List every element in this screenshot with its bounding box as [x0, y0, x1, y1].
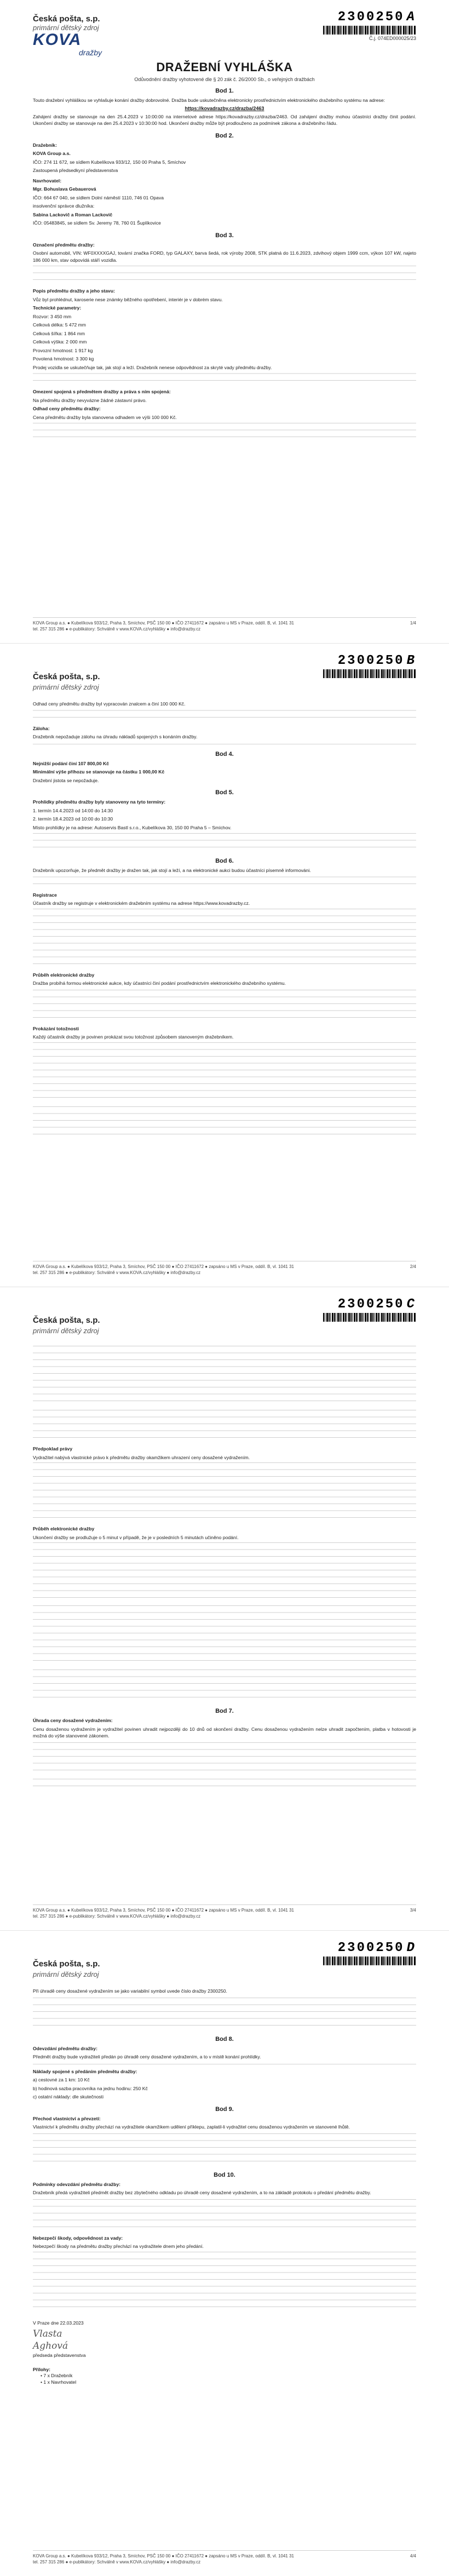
paragraph: Ukončení dražby se prodlužuje o 5 minut v případě, že je v posledních 5 minutách učiněno podání. — [33, 1534, 239, 1540]
section-heading: Bod 3. — [215, 232, 234, 239]
paragraph: Dražebník nepožaduje zálohu na úhradu nákladů spojených s konáním dražby. — [33, 734, 198, 739]
paragraph: Při úhradě ceny dosažené vydražením se jako variabilní symbol uvede číslo dražby 2300250. — [33, 1988, 227, 1994]
text-block — [33, 989, 416, 1023]
spec-item: Rozvor: 3 450 mm — [33, 313, 72, 319]
label: Označení předmětu dražby: — [33, 242, 95, 248]
barcode-number: 2300250 C — [337, 1297, 416, 1312]
text-block — [33, 833, 416, 852]
page-1 — [0, 0, 449, 644]
inspection-date: 2. termín 18.4.2023 od 10:00 do 10:30 — [33, 816, 113, 822]
signature: Aghová — [33, 2340, 68, 2351]
page-footer — [33, 2550, 416, 2565]
inspection-date: 1. termín 14.4.2023 od 14:00 do 14:30 — [33, 807, 113, 813]
text-block — [33, 1605, 416, 1666]
proposer-name: Mgr. Bohuslava Gebauerová — [33, 186, 96, 192]
page-header — [33, 644, 416, 701]
label: Omezení spojená s předmětem dražby a práva s ním spojená: — [33, 389, 171, 394]
text-block — [33, 709, 416, 722]
label: Odhad ceny předmětu dražby: — [33, 406, 101, 411]
auction-link[interactable]: https://kovadrazby.cz/drazba/2463 — [185, 105, 264, 111]
spec-item: Provozní hmotnost: 1 917 kg — [33, 347, 93, 353]
text-block — [33, 2132, 416, 2166]
auctioneer-address: IČO: 274 11 672, se sídlem Kubelíkova 933/12, 150 00 Praha 5, Smíchov — [33, 159, 186, 165]
barcode-bars — [323, 26, 416, 35]
paragraph: Prodej vozidla se uskutečňuje tak, jak stojí a leží. Dražebník nenese odpovědnost za skryté vady předmětu dražby. — [33, 364, 272, 370]
paragraph: Místo prohlídky je na adrese: Autoservis Bastl s.r.o., Kubelíkova 30, 150 00 Praha 5 – Smíchov. — [33, 824, 232, 830]
page-number: 1/4 — [410, 621, 416, 626]
barcode — [323, 1941, 416, 1965]
paragraph: Vydražitel nabývá vlastnické právo k předmětu dražby okamžikem uhrazení ceny dosažené vydražením. — [33, 1454, 250, 1460]
text-block — [33, 876, 416, 889]
spec-item: Celková výška: 2 000 mm — [33, 339, 87, 345]
spec-item: Celková délka: 5 472 mm — [33, 322, 86, 328]
label: Náklady spojené s předáním předmětu dražby: — [33, 2068, 137, 2074]
barcode-bars — [323, 1313, 416, 1322]
label: Předpoklad právy — [33, 1446, 73, 1451]
paragraph: Dražebník upozorňuje, že předmět dražby je dražen tak, jak stojí a leží, a na elektronické aukci budou účastníci písemně informováni. — [33, 868, 311, 873]
section-heading: Bod 4. — [215, 750, 234, 758]
barcode-bars — [323, 1957, 416, 1965]
text-block — [33, 1346, 416, 1406]
company-logo — [33, 1301, 153, 1340]
company-logo — [33, 1945, 153, 1983]
deposit-note: Dražební jistota se nepožaduje. — [33, 777, 99, 783]
barcode — [323, 1297, 416, 1322]
text-block — [33, 265, 416, 285]
barcode-number: 2300250 D — [337, 1941, 416, 1955]
paragraph: Cenu dosaženou vydražením je vydražitel povinen uhradit nejpozději do 10 dnů od skončení dražby. Cenu dosaženou vydražením nelze uhradit započtením, platba v hotovosti je možná do výše stanovené zákonem. — [33, 1726, 416, 1739]
document-subtitle: Odůvodnění dražby vyhotovené dle § 20 zák č. 26/2000 Sb., o veřejných dražbách — [134, 77, 315, 82]
section-heading: Bod 6. — [215, 858, 234, 864]
company-name: Česká pošta, s.p. — [33, 14, 100, 24]
label: Průběh elektronické dražby — [33, 1526, 95, 1531]
label: Nebezpečí škody, odpovědnost za vady: — [33, 2235, 123, 2241]
text-block — [33, 2062, 416, 2066]
company-name: Česká pošta, s.p. — [33, 1316, 100, 1325]
signature: Vlasta — [33, 2328, 62, 2339]
barcode — [323, 10, 416, 41]
text-block — [33, 1542, 416, 1603]
label: Dražebník: — [33, 142, 57, 148]
section-heading: Bod 7. — [215, 1708, 234, 1714]
page-footer — [33, 1261, 416, 1276]
attachment-item: • 7 x Dražebník — [41, 2372, 73, 2378]
label: Úhrada ceny dosažené vydražením: — [33, 1718, 113, 1723]
debtor-name: Sabina Lackovič a Roman Lackovič — [33, 211, 113, 217]
label: Technické parametry: — [33, 305, 82, 311]
proposer-role: insolvenční správce dlužníka: — [33, 203, 95, 209]
paragraph: Dražebník předá vydražiteli předmět dražby bez zbytečného odkladu po úhradě ceny dosažené vydražením, a to na základě protokolu o předání předmětu dražby. — [33, 2190, 371, 2195]
label: Průběh elektronické dražby — [33, 972, 95, 978]
page-footer — [33, 1904, 416, 1919]
page-footer — [33, 617, 416, 632]
barcode-number: 2300250 B — [337, 653, 416, 668]
text-block — [33, 909, 416, 969]
barcode-bars — [323, 669, 416, 678]
lowest-bid: Nejnižší podání činí 107 800,00 Kč — [33, 760, 109, 766]
footer-line: tel. 257 315 286 ● e-publikátory: Schválně v www.KOVA.cz/vyhlášky ● info@drazby.cz — [33, 1914, 201, 1919]
page-4 — [0, 1931, 449, 2576]
debtor-address: IČO: 05483845, se sídlem Sv. Jeremy 78, 760 01 Šuplíkovice — [33, 220, 161, 226]
auctioneer-representative: Zastoupená předsedkyní představenstva — [33, 168, 118, 173]
page-header — [33, 1287, 416, 1344]
brand-subtitle: dražby — [79, 48, 102, 57]
company-subtitle: primární dětský zdroj — [33, 683, 99, 691]
paragraph: Osobní automobil, VIN: WF0XXXXGAJ, tovární značka FORD, typ GALAXY, barva šedá, rok výroby 2008, STK platná do 11.6.2023, zdvihový objem 1999 ccm, výkon 107 kW, najeto 186 000 km, stav odpovídá stáří vozidla. — [33, 250, 416, 263]
signatory-role: předseda představenstva — [33, 2353, 86, 2358]
page-3 — [0, 1287, 449, 1931]
reference-number: Č.j. 074ED000025/23 — [369, 36, 416, 41]
company-logo — [33, 658, 153, 696]
paragraph: Předmět dražby bude vydražiteli předán po úhradě ceny dosažené vydražením, a to v místě konání prohlídky. — [33, 2054, 261, 2059]
company-subtitle: primární dětský zdroj — [33, 1327, 99, 1335]
section-heading: Bod 10. — [214, 2171, 235, 2178]
section-heading: Bod 1. — [215, 88, 234, 94]
paragraph: Odhad ceny předmětu dražby byl vypracován znalcem a činí 100 000 Kč. — [33, 701, 186, 707]
footer-line: KOVA Group a.s. ● Kubelíkova 933/12, Praha 3, Smíchov, PSČ 150 00 ● IČO 27411672 ● zapsáno u MS v Praze, oddíl. B, vl. 1041 31 — [33, 1264, 294, 1269]
signature-block — [33, 2320, 416, 2359]
text-block — [33, 742, 416, 745]
label: Popis předmětu dražby a jeho stavu: — [33, 288, 115, 294]
text-block — [33, 1668, 416, 1702]
section-heading: Bod 8. — [215, 2035, 234, 2043]
paragraph: Dražba probíhá formou elektronické aukce, kdy účastníci činí podání prostřednictvím elektronického dražebního systému. — [33, 980, 286, 986]
barcode-number: 2300250 A — [337, 10, 416, 25]
text-block — [33, 422, 416, 442]
text-block — [33, 1462, 416, 1523]
company-subtitle: primární dětský zdroj — [33, 1970, 99, 1978]
company-name: Česká pošta, s.p. — [33, 672, 100, 681]
page-header — [33, 0, 416, 57]
text-block — [33, 372, 416, 386]
paragraph: Každý účastník dražby je povinen prokázat svou totožnost způsobem stanoveným dražebníkem. — [33, 1034, 234, 1040]
page-number: 2/4 — [410, 1264, 416, 1269]
auctioneer-name: KOVA Group a.s. — [33, 151, 71, 156]
text-block — [33, 1996, 416, 2030]
paragraph: Zahájení dražby se stanovuje na den 25.4.2023 v 10:00:00 na internetové adrese https://kovadrazby.cz/drazba/2463. Od zahájení dražby mohou účastníci dražby činit podání. Ukončení dražby se stanovuje na den 25.4.2023 v 10:30:00 hod. Ukončení dražby může být prodlouženo za podmínek zákona a dražebního řádu. — [33, 113, 416, 126]
cost-item: c) ostatní náklady: dle skutečnosti — [33, 2094, 103, 2099]
company-name: Česká pošta, s.p. — [33, 1959, 100, 1969]
paragraph: Nebezpečí škody na předmětu dražby přechází na vydražitele dnem jeho předání. — [33, 2244, 204, 2249]
cost-item: b) hodinová sazba pracovníka na jednu hodinu: 250 Kč — [33, 2085, 148, 2091]
page-2 — [0, 644, 449, 1287]
label: Registrace — [33, 892, 57, 898]
footer-line: tel. 257 315 286 ● e-publikátory: Schválně v www.KOVA.cz/vyhlášky ● info@drazby.cz — [33, 1270, 201, 1275]
proposer-address: IČO: 664 67 040, se sídlem Dolní náměstí 1110, 746 01 Opava — [33, 194, 164, 200]
cost-item: a) cestovné za 1 km: 10 Kč — [33, 2077, 90, 2082]
label: Záloha: — [33, 725, 50, 731]
min-increment: Minimální výše příhozu se stanovuje na částku 1 000,00 Kč — [33, 769, 165, 774]
footer-line: KOVA Group a.s. ● Kubelíkova 933/12, Praha 3, Smíchov, PSČ 150 00 ● IČO 27411672 ● zapsáno u MS v Praze, oddíl. B, vl. 1041 31 — [33, 2554, 294, 2558]
paragraph: Účastník dražby se registruje v elektronickém dražebním systému na adrese https://www.kovadrazby.cz. — [33, 900, 250, 906]
company-logo — [33, 14, 153, 57]
footer-line: KOVA Group a.s. ● Kubelíkova 933/12, Praha 3, Smíchov, PSČ 150 00 ● IČO 27411672 ● zapsáno u MS v Praze, oddíl. B, vl. 1041 31 — [33, 1908, 294, 1913]
label: Podmínky odevzdání předmětu dražby: — [33, 2181, 120, 2187]
label: Navrhovatel: — [33, 177, 62, 183]
spec-item: Povolená hmotnost: 3 300 kg — [33, 356, 94, 362]
section-heading: Bod 5. — [215, 789, 234, 796]
document-title: DRAŽEBNÍ VYHLÁŠKA — [156, 60, 293, 74]
page-number: 3/4 — [410, 1908, 416, 1913]
text-block — [33, 2198, 416, 2232]
spec-item: Celková šířka: 1 864 mm — [33, 330, 85, 336]
attachment-item: • 1 x Navrhovatel — [41, 2379, 77, 2385]
label: Přechod vlastnictví a převzetí: — [33, 2115, 101, 2121]
paragraph: Cena předmětu dražby byla stanovena odhadem ve výši 100 000 Kč. — [33, 414, 177, 420]
paragraph: Touto dražební vyhláškou se vyhlašuje konání dražby dobrovolné. Dražba bude uskutečněna elektronicky prostřednictvím elektronického dražebního systému na adrese: — [33, 97, 385, 103]
brand-logo: KOVA — [33, 31, 82, 49]
text-block — [33, 1778, 416, 1791]
footer-line: tel. 257 315 286 ● e-publikátory: Schválně v www.KOVA.cz/vyhlášky ● info@drazby.cz — [33, 627, 201, 632]
paragraph: Na předmětu dražby nevyvázne žádné zástavní právo. — [33, 397, 147, 403]
text-block — [33, 2252, 416, 2312]
text-block — [33, 1105, 416, 1139]
text-block — [33, 1741, 416, 1775]
text-block — [33, 1409, 416, 1443]
page-header — [33, 1931, 416, 1988]
label: Odevzdání předmětu dražby: — [33, 2045, 97, 2051]
paragraph: Vůz byl prohlédnut, karoserie nese známky běžného opotřebení, interiér je v dobrém stavu. — [33, 296, 223, 302]
section-heading: Bod 9. — [215, 2105, 234, 2113]
attachments-heading: Přílohy: — [33, 2366, 50, 2372]
place-date: V Praze dne 22.03.2023 — [33, 2320, 84, 2326]
paragraph: Vlastnictví k předmětu dražby přechází na vydražitele okamžikem udělení příklepu, zaplatil-li vydražitel cenu dosaženou vydražením ve stanovené lhůtě. — [33, 2124, 350, 2130]
label: Prohlídky předmětu dražby byly stanoveny na tyto termíny: — [33, 799, 166, 805]
page-number: 4/4 — [410, 2554, 416, 2558]
section-heading: Bod 2. — [215, 132, 234, 139]
footer-line: tel. 257 315 286 ● e-publikátory: Schválně v www.KOVA.cz/vyhlášky ● info@drazby.cz — [33, 2560, 201, 2564]
company-subtitle: primární dětský zdroj — [33, 24, 99, 32]
text-block — [33, 1042, 416, 1103]
label: Prokázání totožnosti — [33, 1025, 79, 1031]
footer-line: KOVA Group a.s. ● Kubelíkova 933/12, Praha 3, Smíchov, PSČ 150 00 ● IČO 27411672 ● zapsáno u MS v Praze, oddíl. B, vl. 1041 31 — [33, 621, 294, 626]
barcode — [323, 653, 416, 678]
